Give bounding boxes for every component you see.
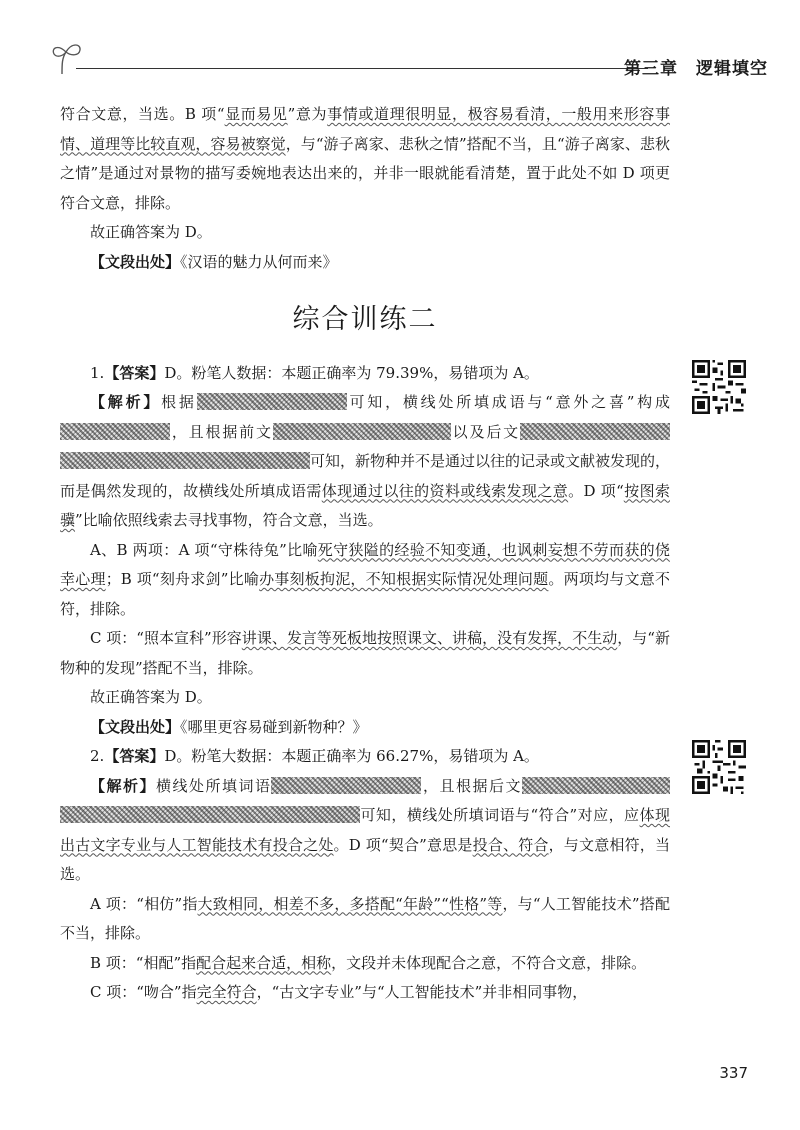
redacted-text [60, 452, 310, 469]
sprout-icon [48, 40, 86, 76]
q1-explanation: 【解析】根据 可知，横线处所填成语与“意外之喜”构成，且根据前文 以及后文可知，新物种并不是通过以往的记录或文献被发现的，而是偶然发现的，故横线处所填成语需体现通过以往的资料或线索发现之意。D 项“按图索骥”比喻依照线索去寻找事物，符合文意，当选。 [60, 393, 671, 529]
chapter-title: 逻辑填空 [696, 59, 768, 79]
chapter-number: 第三章 [624, 59, 678, 79]
redacted-text [520, 423, 670, 440]
qr-code-2[interactable] [692, 740, 746, 794]
redacted-text [197, 393, 347, 410]
section-title: 综合训练二 [292, 304, 438, 335]
source-line: 【文段出处】《汉语的魅力从何而来》 [90, 252, 338, 271]
redacted-text [273, 423, 451, 440]
q1-option-c: C 项：“照本宣科”形容讲课、发言等死板地按照课文、讲稿，没有发挥，不生动，与“新物种的发现”搭配不当，排除。 [60, 629, 670, 677]
q2-option-b: B 项：“相配”指配合起来合适，相称，文段并未体现配合之意，不符合文意，排除。 [90, 953, 647, 972]
q1-options-ab: A、B 两项：A 项“守株待兔”比喻死守狭隘的经验不知变通，也讽刺妄想不劳而获的侥幸心理；B 项“刻舟求剑”比喻办事刻板拘泥，不知根据实际情况处理问题。两项均与文意不符，排除。 [60, 540, 670, 618]
q1-answer-line: 故正确答案为 D。 [90, 688, 212, 706]
page-header [48, 40, 768, 80]
qr-code-1[interactable] [692, 360, 746, 414]
q2-explanation: 【解析】横线处所填词语 ，且根据后文可知，横线处所填词语与“符合”对应，应体现出古文字专业与人工智能技术有投合之处。D 项“契合”意思是投合、符合，与文意相符，当选。 [60, 776, 670, 883]
redacted-text [522, 777, 670, 794]
redacted-text [60, 423, 170, 440]
redacted-text [271, 777, 421, 794]
page-content [60, 100, 670, 1008]
q1-answer: 1.【答案】D。粉笔人数据：本题正确率为 79.39%，易错项为 A。 [90, 363, 539, 382]
header-rule [76, 68, 648, 69]
q2-option-c: C 项：“吻合”指完全符合，“古文字专业”与“人工智能技术”并非相同事物， [90, 983, 588, 1001]
chapter-heading [606, 54, 768, 79]
paragraph-b-option: 符合文意，当选。B 项“显而易见”意为事情或道理很明显，极容易看清，一般用来形容事情、道理等比较直观，容易被察觉，与“游子离家、悲秋之情”搭配不当，且“游子离家、悲秋之情”是通过对景物的描写委婉地表达出来的，并非一眼就能看清楚，置于此处不如 D 项更符合文意，排除。 [60, 105, 670, 212]
answer-line: 故正确答案为 D。 [90, 223, 212, 241]
q1-source-line: 【文段出处】《哪里更容易碰到新物种？》 [90, 717, 368, 736]
page-number: 337 [719, 1064, 748, 1082]
q2-answer: 2.【答案】D。粉笔大数据：本题正确率为 66.27%，易错项为 A。 [90, 747, 539, 765]
q2-option-a: A 项：“相仿”指大致相同，相差不多，多搭配“年龄”“性格”等，与“人工智能技术”搭配不当，排除。 [60, 894, 670, 942]
redacted-text [60, 806, 360, 823]
